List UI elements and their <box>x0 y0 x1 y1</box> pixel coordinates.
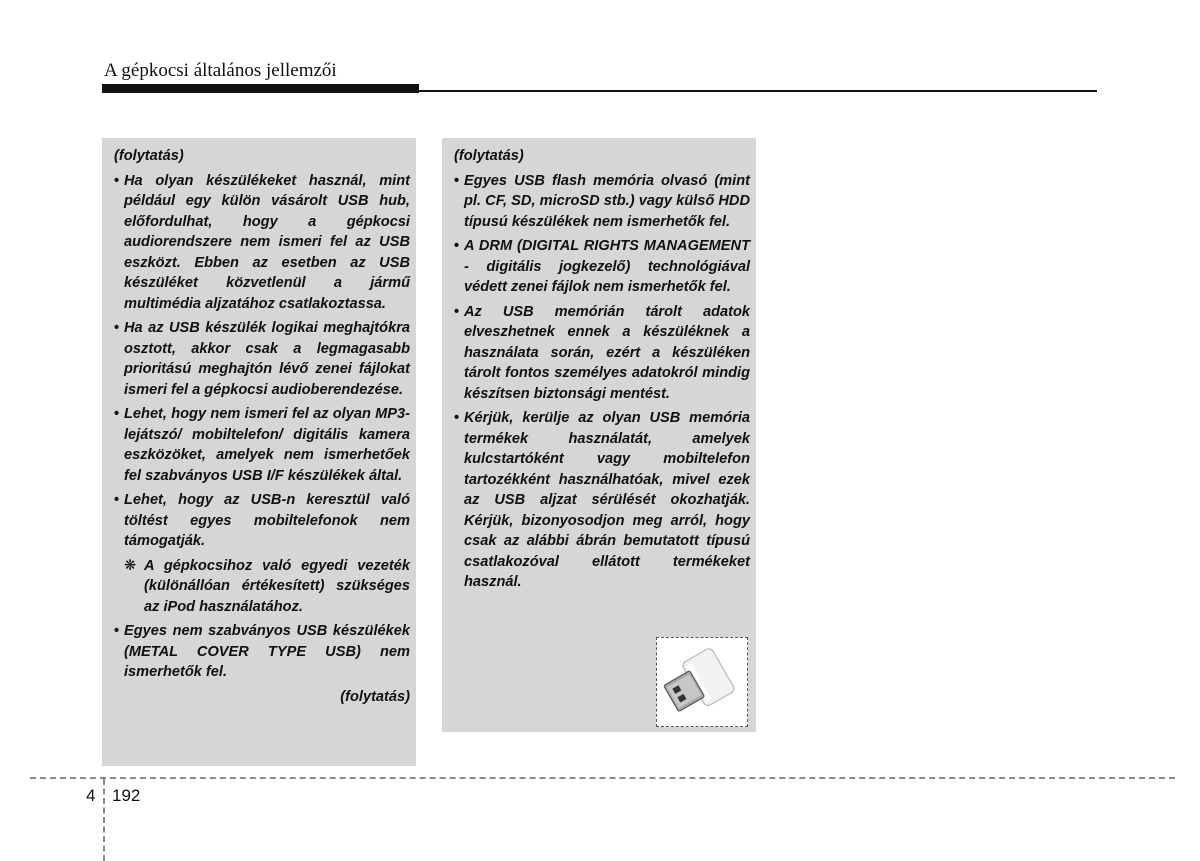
usb-connector-figure <box>656 637 748 727</box>
list-item-text: Lehet, hogy az USB-n keresztül való töltést egyes mobiltelefonok nem támogatják. <box>124 492 410 549</box>
list-item-text: Egyes USB flash memória olvasó (mint pl. CF, SD, microSD stb.) vagy külső HDD típusú készülékek nem ismerhetők fel. <box>464 172 750 230</box>
list-item-text: Egyes nem szabványos USB készülékek (METAL COVER TYPE USB) nem ismerhetők fel. <box>124 623 410 680</box>
header-rule <box>419 90 1097 92</box>
bullet-icon: • <box>454 172 460 189</box>
continued-label-top: (folytatás) <box>114 148 184 164</box>
continued-label-bottom: (folytatás) <box>340 688 410 705</box>
header-title: A gépkocsi általános jellemzői <box>104 60 337 81</box>
list-item <box>454 408 750 593</box>
chapter-number: 4 <box>86 786 96 805</box>
list-item-text: A DRM (DIGITAL RIGHTS MANAGEMENT - digitális jogkezelő) technológiával védett zenei fájlok nem ismerhetők fel. <box>464 238 750 295</box>
list-item <box>114 171 410 315</box>
list-item <box>454 236 750 298</box>
list-item <box>114 621 410 683</box>
bullet-icon: • <box>114 172 120 189</box>
bullet-icon: • <box>114 406 120 422</box>
list-item-text: Kérjük, kerülje az olyan USB memória termékek használatát, amelyek kulcstartóként vagy mobiltelefon tartozékként használhatóak, mivel ezek az USB aljzat sérülését okozhatják. Kérjük, bizonyosodjon meg arról, hogy csak az alábbi ábrán bemutatott típusú csatlakozóval ellátott termékeket használ. <box>464 410 750 590</box>
footer-vertical-dashed-rule <box>103 779 105 861</box>
bullet-icon: • <box>454 410 460 426</box>
bullet-icon: • <box>114 320 120 336</box>
page-number: 192 <box>112 786 141 805</box>
list-item <box>114 404 410 486</box>
asterisk-icon: ❋ <box>124 557 137 574</box>
list-item <box>454 302 750 405</box>
header-bar <box>102 84 419 93</box>
bullet-icon: • <box>114 623 120 639</box>
list-item <box>114 490 410 552</box>
bullet-icon: • <box>454 303 460 320</box>
list-item-text: Ha az USB készülék logikai meghajtókra osztott, akkor csak a legmagasabb prioritású meghajtón lévő zenei fájlokat ismeri fel a gépkocsi audioberendezése. <box>124 320 410 398</box>
list-item <box>454 171 750 233</box>
note-text: A gépkocsihoz való egyedi vezeték (különállóan értékesített) szükséges az iPod használatához. <box>144 557 410 615</box>
list-item <box>114 318 410 400</box>
bullet-icon: • <box>114 492 120 508</box>
usb-stick-icon <box>657 638 747 726</box>
list-item-text: Az USB memórián tárolt adatok elveszhetnek ennek a készüléknek a használata során, ezért a készüléken tárolt fontos személyes adatokról mindig készítsen biztonsági mentést. <box>464 303 750 402</box>
list-item-text: Lehet, hogy nem ismeri fel az olyan MP3-lejátszó/ mobiltelefon/ digitális kamera eszközöket, amelyek nem ismerhetőek fel szabványos USB I/F készülékek által. <box>124 406 410 484</box>
bullet-icon: • <box>454 238 460 254</box>
continued-label-top: (folytatás) <box>454 148 524 164</box>
left-info-box <box>102 138 416 766</box>
note-item <box>124 556 410 618</box>
footer-dashed-rule <box>30 777 1175 779</box>
list-item-text: Ha olyan készülékeket használ, mint például egy külön vásárolt USB hub, előfordulhat, hogy a gépkocsi audiorendszere nem ismeri fel az USB eszközt. Ebben az esetben az USB készüléket közvetlenül a jármű multimédia aljzatához csatlakoztassa. <box>124 172 410 312</box>
